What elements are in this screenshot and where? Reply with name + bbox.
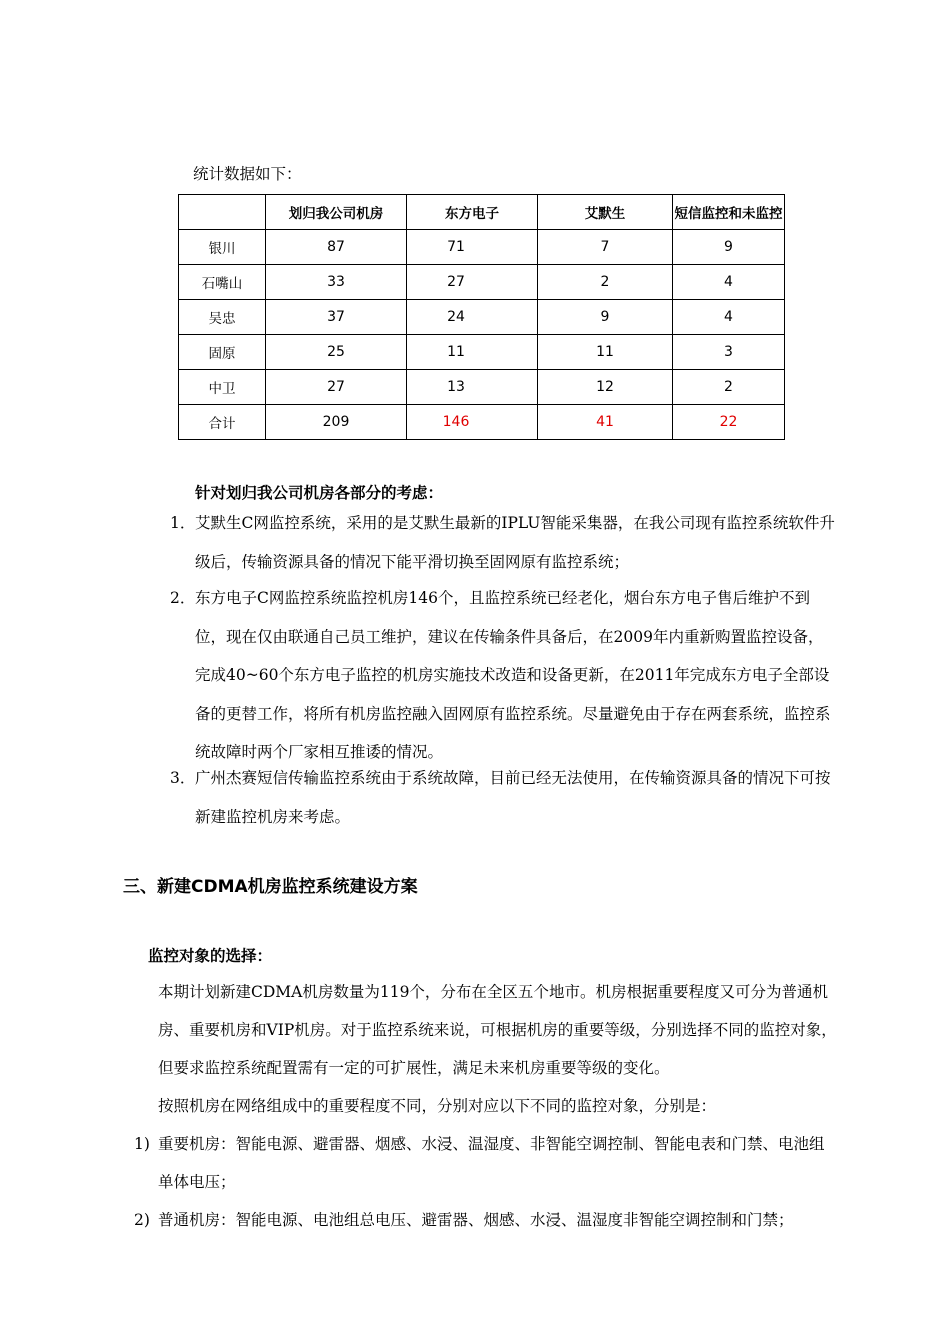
table-row [179, 300, 785, 335]
value-text: 27 [447, 274, 465, 290]
region-cell: 吴忠 [179, 300, 266, 335]
header-label: 东方电子 [445, 206, 499, 222]
value-cell [538, 265, 673, 300]
value-cell [407, 370, 538, 405]
total-value-text: 146 [442, 414, 470, 430]
value-cell [407, 265, 538, 300]
section-subtitle: 监控对象的选择： [148, 947, 273, 965]
value-text: 7 [600, 239, 610, 255]
table-row [179, 265, 785, 300]
value-cell: 37 [266, 300, 407, 335]
value-cell: 33 [266, 265, 407, 300]
region-cell: 石嘴山 [179, 265, 266, 300]
value-text: 9 [600, 309, 610, 325]
total-value-text: 41 [596, 414, 614, 430]
paragraph-text: 本期计划新建CDMA机房数量为119个，分布在全区五个地市。机房根据重要程度又可分为普通机房、重要机房和VIP机房。对于监控系统来说，可根据机房的重要等级，分别选择不同的监控对象，但要求监控系统配置需有一定的可扩展性，满足未来机房重要等级的变化。 [158, 983, 837, 1077]
item-number: 1) [134, 1135, 150, 1153]
value-text: 11 [447, 344, 465, 360]
header-cell [179, 195, 266, 230]
value-cell [407, 300, 538, 335]
value-cell: 27 [266, 370, 407, 405]
statistics-table [178, 194, 785, 440]
item-text: 东方电子C网监控系统监控机房146个，且监控系统已经老化，烟台东方电子售后维护不到位，现在仅由联通自己员工维护，建议在传输条件具备后，在2009年内重新购置监控设备，完成40~60个东方电子监控的机房实施技术改造和设备更新，在2011年完成东方电子全部设备的更替工作，将所有机房监控融入固网原有监控系统。尽量避免由于存在两套系统，监控系统故障时两个厂家相互推诿的情况。 [195, 589, 831, 761]
value-text: 24 [447, 309, 465, 325]
value-cell: 3 [673, 335, 785, 370]
value-cell [407, 230, 538, 265]
value-cell: 4 [673, 300, 785, 335]
header-cell [538, 195, 673, 230]
intro-text: 统计数据如下： [193, 165, 302, 183]
value-cell: 4 [673, 265, 785, 300]
region-cell: 银川 [179, 230, 266, 265]
total-value-cell [538, 405, 673, 440]
item-number: 3． [170, 769, 196, 787]
value-text: 12 [596, 379, 614, 395]
value-text: 13 [447, 379, 465, 395]
item-number: 1． [170, 514, 196, 532]
header-cell [407, 195, 538, 230]
region-cell: 固原 [179, 335, 266, 370]
header-label: 艾默生 [584, 206, 626, 222]
table-row [179, 370, 785, 405]
value-text: 11 [596, 344, 614, 360]
item-text: 普通机房：智能电源、电池组总电压、避雷器、烟感、水浸、温湿度非智能空调控制和门禁； [158, 1211, 794, 1229]
value-cell: 87 [266, 230, 407, 265]
value-cell [538, 335, 673, 370]
value-cell: 25 [266, 335, 407, 370]
total-value-cell: 22 [673, 405, 785, 440]
total-label-cell: 合计 [179, 405, 266, 440]
body-paragraph-2 [158, 1087, 838, 1125]
consider-heading: 针对划归我公司机房各部分的考虑： [195, 484, 444, 502]
header-cell: 短信监控和未监控 [673, 195, 785, 230]
body-paragraph-1 [158, 973, 838, 1087]
value-cell: 9 [673, 230, 785, 265]
value-cell [538, 300, 673, 335]
value-text: 71 [447, 239, 465, 255]
value-cell [538, 230, 673, 265]
table-row [179, 230, 785, 265]
value-cell: 2 [673, 370, 785, 405]
header-cell: 划归我公司机房 [266, 195, 407, 230]
item-text: 广州杰赛短信传输监控系统由于系统故障，目前已经无法使用，在传输资源具备的情况下可按新建监控机房来考虑。 [195, 769, 831, 826]
value-cell [407, 335, 538, 370]
value-text: 2 [600, 274, 610, 290]
value-cell [538, 370, 673, 405]
region-cell: 中卫 [179, 370, 266, 405]
item-number: 2) [134, 1211, 150, 1229]
item-number: 2． [170, 589, 196, 607]
total-value-cell: 209 [266, 405, 407, 440]
paragraph-text: 按照机房在网络组成中的重要程度不同，分别对应以下不同的监控对象，分别是： [158, 1097, 717, 1115]
table-header-row [179, 195, 785, 230]
item-text: 艾默生C网监控系统，采用的是艾默生最新的IPLU智能采集器，在我公司现有监控系统软件升级后，传输资源具备的情况下能平滑切换至固网原有监控系统； [195, 514, 835, 571]
total-value-cell [407, 405, 538, 440]
table-total-row [179, 405, 785, 440]
table-row [179, 335, 785, 370]
item-text: 重要机房：智能电源、避雷器、烟感、水浸、温湿度、非智能空调控制、智能电表和门禁、电池组单体电压； [158, 1135, 825, 1191]
section-title: 三、新建CDMA机房监控系统建设方案 [123, 877, 418, 897]
